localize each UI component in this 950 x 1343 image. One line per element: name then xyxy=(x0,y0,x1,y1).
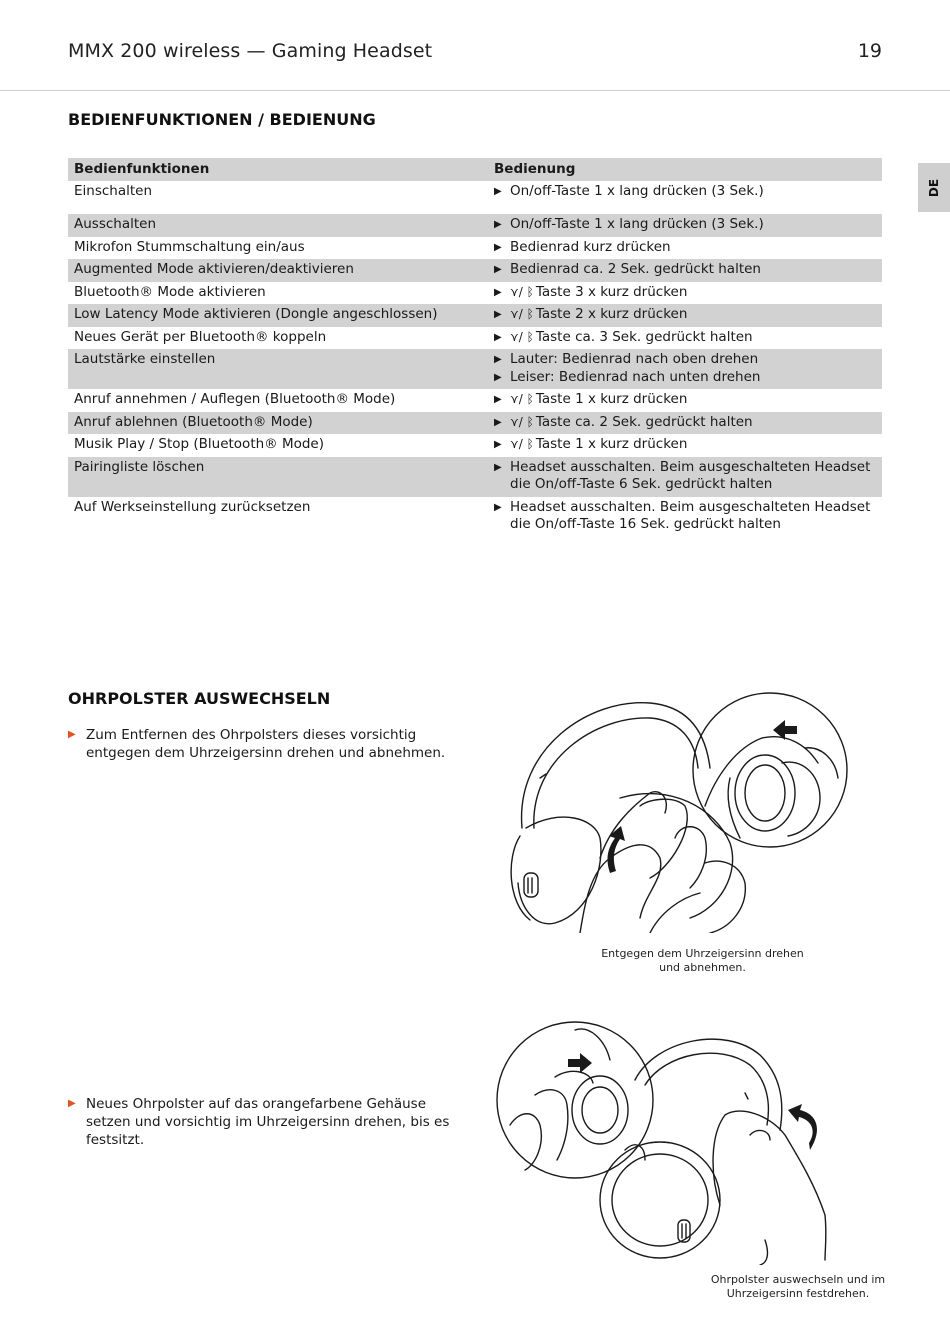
operation-text: Bedienrad ca. 2 Sek. gedrückt halten xyxy=(510,261,761,277)
table-row xyxy=(68,497,882,537)
function-cell: Einschalten xyxy=(74,183,153,199)
page-number: 19 xyxy=(857,40,882,62)
operation-text-wrap xyxy=(510,329,753,347)
bullet-triangle-icon: ▶ xyxy=(494,331,502,343)
operation-line xyxy=(494,329,876,347)
operation-cell xyxy=(488,497,882,537)
section-heading-earpads: OHRPOLSTER AUSWECHSELN xyxy=(68,689,331,708)
operation-text: On/off-Taste 1 x lang drücken (3 Sek.) xyxy=(510,183,764,199)
attach-earpad-illustration xyxy=(495,1015,840,1265)
instruction-attach-earpad xyxy=(68,1095,458,1149)
operation-line xyxy=(494,369,876,387)
function-cell: Lautstärke einstellen xyxy=(68,349,488,389)
pairing-bluetooth-icon: ⋎/ ᛒ xyxy=(510,392,534,406)
table-row xyxy=(68,282,882,305)
operation-text: Taste 1 x kurz drücken xyxy=(535,391,688,407)
pairing-bluetooth-icon: ⋎/ ᛒ xyxy=(510,437,534,451)
function-cell: Anruf ablehnen (Bluetooth® Mode) xyxy=(68,412,488,435)
operation-cell xyxy=(488,412,882,435)
operation-text: Taste ca. 2 Sek. gedrückt halten xyxy=(535,413,753,430)
operation-cell xyxy=(488,282,882,305)
bullet-triangle-icon: ▶ xyxy=(494,501,502,513)
table-row xyxy=(68,214,882,237)
bullet-triangle-icon: ▶ xyxy=(494,416,502,428)
caption-attach-earpad: Ohrpolster auswechseln und im Uhrzeigersinn festdrehen. xyxy=(710,1273,886,1300)
function-cell: Mikrofon Stummschaltung ein/aus xyxy=(74,238,305,255)
operation-cell xyxy=(488,434,882,457)
document-title: MMX 200 wireless — Gaming Headset xyxy=(68,40,433,62)
operation-text-wrap xyxy=(510,499,876,534)
operation-text: Lauter: Bedienrad nach oben drehen xyxy=(510,351,759,367)
operation-text: Bedienrad kurz drücken xyxy=(510,238,671,255)
operation-cell xyxy=(488,327,882,350)
pairing-bluetooth-icon: ⋎/ ᛒ xyxy=(510,284,534,299)
operation-cell xyxy=(488,259,882,282)
operation-text-wrap xyxy=(510,183,764,201)
instruction-remove-earpad xyxy=(68,726,458,762)
function-cell: Low Latency Mode aktivieren (Dongle angeschlossen) xyxy=(68,304,488,327)
function-cell: Ausschalten xyxy=(68,214,488,237)
bullet-triangle-icon: ▶ xyxy=(494,219,502,230)
function-cell: Musik Play / Stop (Bluetooth® Mode) xyxy=(74,436,325,452)
operation-line xyxy=(494,183,876,201)
operation-text-wrap xyxy=(510,436,687,454)
pairing-bluetooth-icon: ⋎/ ᛒ xyxy=(510,329,534,344)
operation-line xyxy=(494,391,876,409)
operation-text: Taste 3 x kurz drücken xyxy=(535,283,688,300)
bullet-triangle-icon: ▶ xyxy=(494,354,502,365)
operation-text-wrap xyxy=(510,351,758,369)
orange-bullet-icon: ▶ xyxy=(68,1098,76,1109)
operation-line xyxy=(494,459,876,494)
operation-text-wrap xyxy=(510,459,876,494)
operation-text-wrap xyxy=(510,216,764,234)
table-row xyxy=(68,304,882,327)
table-row xyxy=(68,412,882,435)
table-row xyxy=(68,389,882,412)
column-header-operation: Bedienung xyxy=(488,158,882,181)
operation-line xyxy=(494,216,876,234)
bullet-triangle-icon: ▶ xyxy=(494,309,502,320)
table-row xyxy=(68,457,882,497)
header-divider xyxy=(0,90,950,91)
bullet-triangle-icon: ▶ xyxy=(494,461,502,473)
function-cell: Auf Werkseinstellung zurücksetzen xyxy=(74,498,311,515)
bullet-triangle-icon: ▶ xyxy=(494,241,502,253)
remove-earpad-illustration xyxy=(500,688,850,933)
operation-line xyxy=(494,306,876,324)
pairing-bluetooth-icon: ⋎/ ᛒ xyxy=(510,414,534,429)
table-row xyxy=(68,327,882,350)
bullet-triangle-icon: ▶ xyxy=(494,186,502,197)
operation-table xyxy=(68,158,882,537)
function-cell: Anruf annehmen / Auflegen (Bluetooth® Mode) xyxy=(74,391,396,407)
operation-cell xyxy=(488,349,882,389)
table-header-row xyxy=(68,158,882,181)
operation-cell xyxy=(488,214,882,237)
language-tab-label: DE xyxy=(926,178,941,197)
function-cell: Augmented Mode aktivieren/deaktivieren xyxy=(68,259,488,282)
table-row xyxy=(68,259,882,282)
table-row xyxy=(68,181,882,214)
function-cell: Neues Gerät per Bluetooth® koppeln xyxy=(74,328,327,345)
section-heading-operation: BEDIENFUNKTIONEN / BEDIENUNG xyxy=(68,110,376,129)
column-header-functions: Bedienfunktionen xyxy=(68,158,488,181)
instruction-text: Zum Entfernen des Ohrpolsters dieses vorsichtig entgegen dem Uhrzeigersinn drehen und abnehmen. xyxy=(86,727,446,761)
operation-line xyxy=(494,351,876,369)
operation-text-wrap xyxy=(510,414,753,432)
operation-text: Headset ausschalten. Beim ausgeschalteten Headset die On/off-Taste 16 Sek. gedrückt halten xyxy=(510,498,871,532)
bullet-triangle-icon: ▶ xyxy=(494,394,502,405)
operation-text: Headset ausschalten. Beim ausgeschalteten Headset die On/off-Taste 6 Sek. gedrückt halten xyxy=(510,458,871,492)
bullet-triangle-icon: ▶ xyxy=(494,264,502,275)
operation-cell xyxy=(488,389,882,412)
operation-text: On/off-Taste 1 x lang drücken (3 Sek.) xyxy=(510,216,764,232)
bullet-triangle-icon: ▶ xyxy=(494,286,502,298)
orange-bullet-icon: ▶ xyxy=(68,729,76,740)
operation-text-wrap xyxy=(510,261,761,279)
operation-text: Taste 1 x kurz drücken xyxy=(535,436,688,452)
bullet-triangle-icon: ▶ xyxy=(494,439,502,450)
bullet-triangle-icon: ▶ xyxy=(494,371,502,383)
operation-line xyxy=(494,436,876,454)
table-row xyxy=(68,237,882,260)
operation-cell xyxy=(488,237,882,260)
caption-remove-earpad: Entgegen dem Uhrzeigersinn drehen und abnehmen. xyxy=(601,947,804,974)
operation-line xyxy=(494,414,876,432)
operation-cell xyxy=(488,457,882,497)
operation-text-wrap xyxy=(510,284,687,302)
table-row xyxy=(68,434,882,457)
function-cell: Bluetooth® Mode aktivieren xyxy=(74,283,266,300)
function-cell: Pairingliste löschen xyxy=(68,457,488,497)
pairing-bluetooth-icon: ⋎/ ᛒ xyxy=(510,307,534,321)
operation-line xyxy=(494,239,876,257)
table-row xyxy=(68,349,882,389)
operation-line xyxy=(494,261,876,279)
operation-line xyxy=(494,284,876,302)
operation-text: Leiser: Bedienrad nach unten drehen xyxy=(510,368,761,385)
table-body xyxy=(68,181,882,537)
operation-text-wrap xyxy=(510,391,687,409)
operation-cell xyxy=(488,181,882,214)
operation-text-wrap xyxy=(510,369,760,387)
operation-text: Taste 2 x kurz drücken xyxy=(535,306,688,322)
operation-text-wrap xyxy=(510,239,671,257)
instruction-text: Neues Ohrpolster auf das orangefarbene Gehäuse setzen und vorsichtig im Uhrzeigersinn drehen, bis es festsitzt. xyxy=(86,1096,450,1148)
operation-line xyxy=(494,499,876,534)
operation-text-wrap xyxy=(510,306,687,324)
language-tab xyxy=(918,163,950,212)
operation-text: Taste ca. 3 Sek. gedrückt halten xyxy=(535,328,753,345)
operation-cell xyxy=(488,304,882,327)
